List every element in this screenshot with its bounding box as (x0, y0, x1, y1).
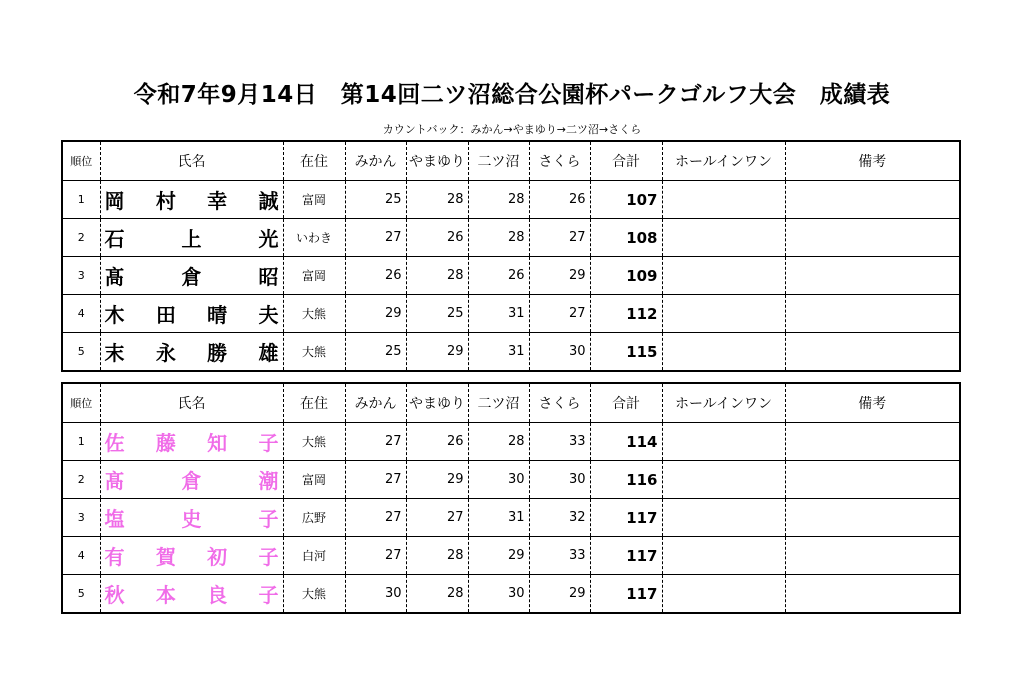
score-cell: 26 (345, 257, 406, 295)
score-cell: 29 (468, 537, 529, 575)
total-header: 合計 (590, 383, 662, 423)
score-cell: 26 (406, 219, 468, 257)
total-cell: 114 (590, 423, 662, 461)
course-mikan-header: みかん (345, 141, 406, 181)
score-cell: 28 (406, 181, 468, 219)
name-char: 藤 (155, 431, 176, 455)
score-cell: 29 (345, 295, 406, 333)
table-row (62, 575, 960, 614)
total-cell: 116 (590, 461, 662, 499)
hole-in-one-cell (662, 537, 785, 575)
player-name (105, 299, 279, 328)
name-char: 倉 (181, 265, 202, 289)
name-cell (100, 333, 283, 372)
hole-in-one-cell (662, 575, 785, 614)
score-cell: 27 (406, 499, 468, 537)
score-cell: 25 (406, 295, 468, 333)
hole-in-one-cell (662, 333, 785, 372)
page-title: 令和7年9月14日 第14回二ツ沼総合公園杯パークゴルフ大会 成績表 (133, 82, 891, 108)
notes-cell (785, 537, 960, 575)
name-char: 子 (258, 431, 279, 455)
name-char: 木 (104, 303, 125, 327)
score-cell: 26 (468, 257, 529, 295)
notes-cell (785, 499, 960, 537)
score-cell: 28 (406, 257, 468, 295)
name-char: 永 (155, 341, 176, 365)
name-char: 岡 (104, 189, 125, 213)
score-cell: 26 (406, 423, 468, 461)
score-cell: 28 (468, 181, 529, 219)
hole-in-one-cell (662, 219, 785, 257)
name-char: 子 (258, 507, 279, 531)
name-header: 氏名 (100, 141, 283, 181)
residence-header: 在住 (283, 383, 345, 423)
name-char: 昭 (258, 265, 279, 289)
name-char: 髙 (104, 265, 125, 289)
rank-cell: 5 (62, 333, 100, 372)
name-cell (100, 575, 283, 614)
score-cell: 31 (468, 333, 529, 372)
total-cell: 117 (590, 575, 662, 614)
rank-cell: 4 (62, 537, 100, 575)
name-char: 知 (207, 431, 228, 455)
score-cell: 27 (345, 499, 406, 537)
name-cell (100, 537, 283, 575)
course-sakura-header: さくら (529, 141, 590, 181)
name-char: 上 (181, 227, 202, 251)
name-char: 幸 (207, 189, 228, 213)
name-header: 氏名 (100, 383, 283, 423)
residence-cell: 富岡 (283, 461, 345, 499)
score-cell: 29 (529, 257, 590, 295)
name-char: 髙 (104, 469, 125, 493)
name-char: 初 (207, 545, 228, 569)
score-cell: 33 (529, 537, 590, 575)
residence-cell: 広野 (283, 499, 345, 537)
score-cell: 30 (529, 461, 590, 499)
score-cell: 25 (345, 333, 406, 372)
course-sakura-header: さくら (529, 383, 590, 423)
score-cell: 29 (406, 461, 468, 499)
rank-header: 順位 (62, 141, 100, 181)
table-row (62, 181, 960, 219)
score-cell: 27 (529, 219, 590, 257)
table-row (62, 219, 960, 257)
name-cell (100, 295, 283, 333)
residence-cell: 大熊 (283, 295, 345, 333)
hole-in-one-cell (662, 423, 785, 461)
player-name (105, 223, 279, 252)
notes-cell (785, 333, 960, 372)
name-char: 石 (104, 227, 125, 251)
rank-cell: 3 (62, 257, 100, 295)
name-char: 晴 (207, 303, 228, 327)
name-char: 塩 (104, 507, 125, 531)
countback-note: カウントバック：みかん→やまゆり→二ツ沼→さくら (382, 123, 642, 136)
total-cell: 107 (590, 181, 662, 219)
score-cell: 28 (468, 423, 529, 461)
table-row (62, 461, 960, 499)
notes-header: 備考 (785, 141, 960, 181)
notes-cell (785, 461, 960, 499)
score-cell: 28 (468, 219, 529, 257)
name-char: 良 (207, 583, 228, 607)
residence-cell: 大熊 (283, 575, 345, 614)
player-name (105, 185, 279, 214)
course-mikan-header: みかん (345, 383, 406, 423)
name-char: 本 (155, 583, 176, 607)
player-name (105, 465, 279, 494)
table-row (62, 257, 960, 295)
course-yamayuri-header: やまゆり (406, 141, 468, 181)
residence-header: 在住 (283, 141, 345, 181)
player-name (105, 541, 279, 570)
name-char: 史 (181, 507, 202, 531)
header-row (62, 141, 960, 181)
notes-cell (785, 219, 960, 257)
score-cell: 27 (345, 423, 406, 461)
hole-in-one-header: ホールインワン (662, 383, 785, 423)
total-cell: 115 (590, 333, 662, 372)
player-name (105, 503, 279, 532)
table-row (62, 499, 960, 537)
header-row (62, 383, 960, 423)
residence-cell: 大熊 (283, 333, 345, 372)
player-name (105, 337, 279, 366)
total-cell: 117 (590, 499, 662, 537)
score-cell: 31 (468, 499, 529, 537)
name-char: 有 (104, 545, 125, 569)
notes-header: 備考 (785, 383, 960, 423)
name-char: 子 (258, 583, 279, 607)
name-cell (100, 181, 283, 219)
total-header: 合計 (590, 141, 662, 181)
name-char: 村 (155, 189, 176, 213)
hole-in-one-cell (662, 181, 785, 219)
score-cell: 30 (468, 461, 529, 499)
score-cell: 33 (529, 423, 590, 461)
hole-in-one-cell (662, 499, 785, 537)
rank-cell: 1 (62, 423, 100, 461)
rank-cell: 5 (62, 575, 100, 614)
name-char: 秋 (104, 583, 125, 607)
table-row (62, 423, 960, 461)
score-cell: 27 (345, 537, 406, 575)
score-cell: 29 (406, 333, 468, 372)
residence-cell: 大熊 (283, 423, 345, 461)
course-futatsunuma-header: 二ツ沼 (468, 383, 529, 423)
total-cell: 112 (590, 295, 662, 333)
course-yamayuri-header: やまゆり (406, 383, 468, 423)
rank-cell: 2 (62, 219, 100, 257)
name-char: 夫 (258, 303, 279, 327)
name-char: 倉 (181, 469, 202, 493)
notes-cell (785, 575, 960, 614)
name-char: 末 (104, 341, 125, 365)
hole-in-one-cell (662, 295, 785, 333)
name-char: 田 (155, 303, 176, 327)
residence-cell: いわき (283, 219, 345, 257)
total-cell: 117 (590, 537, 662, 575)
name-char: 勝 (207, 341, 228, 365)
notes-cell (785, 181, 960, 219)
name-char: 潮 (258, 469, 279, 493)
rank-cell: 1 (62, 181, 100, 219)
name-char: 光 (258, 227, 279, 251)
score-cell: 28 (406, 537, 468, 575)
notes-cell (785, 295, 960, 333)
table-row (62, 537, 960, 575)
score-cell: 27 (345, 461, 406, 499)
rank-cell: 2 (62, 461, 100, 499)
name-cell (100, 423, 283, 461)
name-char: 雄 (258, 341, 279, 365)
notes-cell (785, 257, 960, 295)
rank-cell: 3 (62, 499, 100, 537)
score-cell: 28 (406, 575, 468, 614)
score-cell: 27 (345, 219, 406, 257)
course-futatsunuma-header: 二ツ沼 (468, 141, 529, 181)
residence-cell: 富岡 (283, 181, 345, 219)
score-cell: 27 (529, 295, 590, 333)
score-cell: 26 (529, 181, 590, 219)
total-cell: 108 (590, 219, 662, 257)
name-cell (100, 461, 283, 499)
score-cell: 25 (345, 181, 406, 219)
score-cell: 29 (529, 575, 590, 614)
score-cell: 31 (468, 295, 529, 333)
name-char: 賀 (155, 545, 176, 569)
rank-cell: 4 (62, 295, 100, 333)
player-name (105, 427, 279, 456)
hole-in-one-cell (662, 257, 785, 295)
hole-in-one-cell (662, 461, 785, 499)
name-cell (100, 257, 283, 295)
score-cell: 32 (529, 499, 590, 537)
score-cell: 30 (468, 575, 529, 614)
hole-in-one-header: ホールインワン (662, 141, 785, 181)
name-cell (100, 499, 283, 537)
name-cell (100, 219, 283, 257)
name-char: 誠 (258, 189, 279, 213)
player-name (105, 261, 279, 290)
rank-header: 順位 (62, 383, 100, 423)
residence-cell: 富岡 (283, 257, 345, 295)
notes-cell (785, 423, 960, 461)
women-results-table (61, 382, 961, 614)
residence-cell: 白河 (283, 537, 345, 575)
men-results-table (61, 140, 961, 372)
score-cell: 30 (345, 575, 406, 614)
table-row (62, 333, 960, 372)
name-char: 子 (258, 545, 279, 569)
name-char: 佐 (104, 431, 125, 455)
total-cell: 109 (590, 257, 662, 295)
player-name (105, 579, 279, 608)
table-row (62, 295, 960, 333)
score-cell: 30 (529, 333, 590, 372)
